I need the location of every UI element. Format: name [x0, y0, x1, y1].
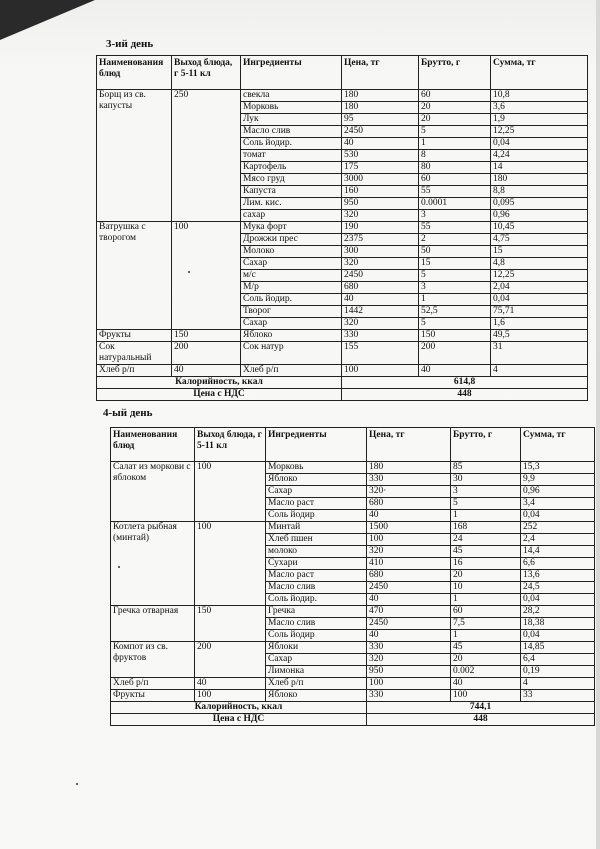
ingredient-cell: Сахар	[266, 654, 367, 666]
sum-cell: 12,25	[491, 270, 588, 282]
ingredient-cell: Мука форт	[241, 222, 342, 234]
brutto-cell: 5	[451, 498, 521, 510]
table-row	[97, 330, 588, 342]
sum-cell: 10,45	[491, 222, 588, 234]
sum-cell: 33	[521, 690, 595, 702]
column-header: Цена, тг	[367, 428, 451, 462]
header-row	[97, 56, 588, 90]
brutto-cell: 60	[419, 90, 491, 102]
calories-row-value: 744,1	[367, 702, 595, 714]
scan-speck	[118, 566, 120, 568]
brutto-cell: 60	[451, 606, 521, 618]
dish-name: Котлета рыбная (минтай)	[111, 522, 195, 606]
table-row	[111, 522, 595, 534]
price-row	[111, 714, 595, 726]
ingredient-cell: Сухари	[266, 558, 367, 570]
ingredient-cell: Яблоко	[266, 690, 367, 702]
column-header: Сумма, тг	[521, 428, 595, 462]
price-cell: 1500	[367, 522, 451, 534]
ingredient-cell: Хлеб р/п	[241, 365, 342, 377]
dish-yield: 100	[172, 222, 241, 330]
sum-cell: 9,9	[521, 474, 595, 486]
brutto-cell: 2	[419, 234, 491, 246]
sum-cell: 8,8	[491, 186, 588, 198]
brutto-cell: 50	[419, 246, 491, 258]
brutto-cell: 3	[419, 210, 491, 222]
ingredient-cell: Соль йодир.	[241, 138, 342, 150]
sum-cell: 4,75	[491, 234, 588, 246]
ingredient-cell: Яблоко	[266, 474, 367, 486]
brutto-cell: 8	[419, 150, 491, 162]
ingredient-cell: Соль йодир	[266, 630, 367, 642]
price-cell: 410	[367, 558, 451, 570]
price-cell: 2450	[367, 618, 451, 630]
brutto-cell: 5	[419, 270, 491, 282]
day3-menu-table	[96, 55, 588, 401]
price-row-value: 448	[367, 714, 595, 726]
table-row	[97, 342, 588, 365]
sum-cell: 4,8	[491, 258, 588, 270]
price-cell: 175	[342, 162, 419, 174]
price-cell: 40	[367, 510, 451, 522]
price-cell: 2450	[367, 582, 451, 594]
brutto-cell: 100	[451, 690, 521, 702]
dish-name: Хлеб р/п	[97, 365, 172, 377]
sum-cell: 0,96	[491, 210, 588, 222]
price-cell: 100	[342, 365, 419, 377]
dish-name: Гречка отварная	[111, 606, 195, 642]
price-cell: 680	[367, 498, 451, 510]
ingredient-cell: Молоко	[241, 246, 342, 258]
price-cell: 40	[367, 594, 451, 606]
ingredient-cell: Масло слив	[241, 126, 342, 138]
column-header: Сумма, тг	[491, 56, 588, 90]
brutto-cell: 7,5	[451, 618, 521, 630]
column-header: Брутто, г	[451, 428, 521, 462]
table-row	[111, 690, 595, 702]
brutto-cell: 200	[419, 342, 491, 365]
price-cell: 1442	[342, 306, 419, 318]
sum-cell: 3,4	[521, 498, 595, 510]
ingredient-cell: Яблоко	[241, 330, 342, 342]
table-row	[111, 462, 595, 474]
brutto-cell: 1	[451, 510, 521, 522]
table-row	[97, 90, 588, 102]
dish-name: Салат из моркови с яблоком	[111, 462, 195, 522]
brutto-cell: 30	[451, 474, 521, 486]
sum-cell: 24,5	[521, 582, 595, 594]
dish-yield: 100	[195, 522, 266, 606]
brutto-cell: 0.002	[451, 666, 521, 678]
price-row-label: Цена с НДС	[97, 389, 342, 401]
brutto-cell: 168	[451, 522, 521, 534]
dish-name: Борщ из св. капусты	[97, 90, 172, 222]
ingredient-cell: Хлеб р/п	[266, 678, 367, 690]
ingredient-cell: м/с	[241, 270, 342, 282]
sum-cell: 0,04	[491, 294, 588, 306]
price-cell: 680	[367, 570, 451, 582]
price-row-label: Цена с НДС	[111, 714, 367, 726]
brutto-cell: 20	[419, 114, 491, 126]
sum-cell: 4,24	[491, 150, 588, 162]
sum-cell: 15,3	[521, 462, 595, 474]
sum-cell: 0,04	[521, 510, 595, 522]
price-cell: 40	[342, 294, 419, 306]
price-cell: 330	[342, 330, 419, 342]
ingredient-cell: Сок натур	[241, 342, 342, 365]
price-cell: 100	[367, 678, 451, 690]
brutto-cell: 20	[451, 654, 521, 666]
calories-row-value: 614,8	[342, 377, 588, 389]
brutto-cell: 20	[451, 570, 521, 582]
sum-cell: 28,2	[521, 606, 595, 618]
sum-cell: 6,4	[521, 654, 595, 666]
calories-row	[97, 377, 588, 389]
scan-edge-shadow	[596, 0, 600, 849]
header-row	[111, 428, 595, 462]
ingredient-cell: Лимонка	[266, 666, 367, 678]
price-cell: 190	[342, 222, 419, 234]
sum-cell: 15	[491, 246, 588, 258]
price-cell: 330	[367, 474, 451, 486]
sum-cell: 18,38	[521, 618, 595, 630]
price-cell: 2375	[342, 234, 419, 246]
brutto-cell: 40	[451, 678, 521, 690]
price-cell: 155	[342, 342, 419, 365]
table-row	[97, 222, 588, 234]
dish-name: Фрукты	[111, 690, 195, 702]
ingredient-cell: Лим. кис.	[241, 198, 342, 210]
dish-yield: 250	[172, 90, 241, 222]
sum-cell: 31	[491, 342, 588, 365]
price-cell: 160	[342, 186, 419, 198]
brutto-cell: 16	[451, 558, 521, 570]
column-header: Брутто, г	[419, 56, 491, 90]
scan-corner-shadow	[0, 0, 95, 40]
dish-yield: 150	[195, 606, 266, 642]
sum-cell: 1,9	[491, 114, 588, 126]
price-cell: 320	[342, 258, 419, 270]
price-cell: 680	[342, 282, 419, 294]
column-header: Выход блюда, г 5-11 кл	[172, 56, 241, 90]
sum-cell: 2,04	[491, 282, 588, 294]
ingredient-cell: сахар	[241, 210, 342, 222]
sum-cell: 0,095	[491, 198, 588, 210]
sum-cell: 0,96	[521, 486, 595, 498]
column-header: Цена, тг	[342, 56, 419, 90]
price-cell: 3000	[342, 174, 419, 186]
ingredient-cell: Масло раст	[266, 498, 367, 510]
calories-row	[111, 702, 595, 714]
table-row	[111, 678, 595, 690]
column-header: Выход блюда, г 5-11 кл	[195, 428, 266, 462]
ingredient-cell: Морковь	[241, 102, 342, 114]
price-cell: 470	[367, 606, 451, 618]
sum-cell: 4	[521, 678, 595, 690]
sum-cell: 12,25	[491, 126, 588, 138]
brutto-cell: 60	[419, 174, 491, 186]
dish-yield: 200	[172, 342, 241, 365]
sum-cell: 0,19	[521, 666, 595, 678]
table-row	[97, 365, 588, 377]
brutto-cell: 5	[419, 126, 491, 138]
dish-name: Сок натуральный	[97, 342, 172, 365]
day3-title: 3-ий день	[106, 38, 154, 50]
column-header: Наименования блюд	[97, 56, 172, 90]
brutto-cell: 55	[419, 222, 491, 234]
scan-speck	[76, 783, 78, 785]
scan-speck	[188, 271, 190, 273]
ingredient-cell: Морковь	[266, 462, 367, 474]
brutto-cell: 55	[419, 186, 491, 198]
ingredient-cell: Соль йодир.	[266, 594, 367, 606]
brutto-cell: 45	[451, 642, 521, 654]
price-cell: 95	[342, 114, 419, 126]
sum-cell: 13,6	[521, 570, 595, 582]
brutto-cell: 1	[419, 138, 491, 150]
ingredient-cell: Дрожжи прес	[241, 234, 342, 246]
calories-row-label: Калорийность, ккал	[111, 702, 367, 714]
brutto-cell: 20	[419, 102, 491, 114]
price-cell: 40	[367, 630, 451, 642]
price-cell: 2450	[342, 126, 419, 138]
price-cell: 320	[367, 654, 451, 666]
sum-cell: 0,04	[521, 630, 595, 642]
ingredient-cell: Масло раст	[266, 570, 367, 582]
ingredient-cell: Лук	[241, 114, 342, 126]
brutto-cell: 24	[451, 534, 521, 546]
sum-cell: 2,4	[521, 534, 595, 546]
brutto-cell: 10	[451, 582, 521, 594]
table-row	[111, 642, 595, 654]
sum-cell: 75,71	[491, 306, 588, 318]
brutto-cell: 1	[419, 294, 491, 306]
brutto-cell: 80	[419, 162, 491, 174]
dish-yield: 200	[195, 642, 266, 678]
brutto-cell: 0.0001	[419, 198, 491, 210]
brutto-cell: 3	[419, 282, 491, 294]
ingredient-cell: Мясо груд	[241, 174, 342, 186]
ingredient-cell: Капуста	[241, 186, 342, 198]
brutto-cell: 1	[451, 594, 521, 606]
table-row	[111, 606, 595, 618]
ingredient-cell: Сахар	[241, 258, 342, 270]
price-cell: 320·	[367, 486, 451, 498]
price-cell: 530	[342, 150, 419, 162]
ingredient-cell: М/р	[241, 282, 342, 294]
sum-cell: 10,8	[491, 90, 588, 102]
price-row-value: 448	[342, 389, 588, 401]
price-row	[97, 389, 588, 401]
ingredient-cell: Хлеб пшен	[266, 534, 367, 546]
brutto-cell: 40	[419, 365, 491, 377]
brutto-cell: 45	[451, 546, 521, 558]
ingredient-cell: Сахар	[266, 486, 367, 498]
price-cell: 100	[367, 534, 451, 546]
price-cell: 950	[342, 198, 419, 210]
dish-name: Ватрушка с творогом	[97, 222, 172, 330]
column-header: Ингредиенты	[266, 428, 367, 462]
ingredient-cell: Соль йодир	[266, 510, 367, 522]
sum-cell: 14,85	[521, 642, 595, 654]
brutto-cell: 85	[451, 462, 521, 474]
day4-title: 4-ый день	[103, 407, 153, 419]
ingredient-cell: Гречка	[266, 606, 367, 618]
price-cell: 300	[342, 246, 419, 258]
dish-name: Хлеб р/п	[111, 678, 195, 690]
price-cell: 180	[342, 102, 419, 114]
ingredient-cell: Картофель	[241, 162, 342, 174]
sum-cell: 4	[491, 365, 588, 377]
ingredient-cell: Масло слив	[266, 582, 367, 594]
price-cell: 320	[367, 546, 451, 558]
ingredient-cell: Сахар	[241, 318, 342, 330]
sum-cell: 49,5	[491, 330, 588, 342]
ingredient-cell: томат	[241, 150, 342, 162]
brutto-cell: 5	[419, 318, 491, 330]
ingredient-cell: Минтай	[266, 522, 367, 534]
sum-cell: 1,6	[491, 318, 588, 330]
sum-cell: 0,04	[491, 138, 588, 150]
column-header: Ингредиенты	[241, 56, 342, 90]
price-cell: 180	[342, 90, 419, 102]
price-cell: 330	[367, 642, 451, 654]
price-cell: 180	[367, 462, 451, 474]
price-cell: 950	[367, 666, 451, 678]
sum-cell: 3,6	[491, 102, 588, 114]
brutto-cell: 150	[419, 330, 491, 342]
dish-yield: 100	[195, 462, 266, 522]
dish-name: Компот из св. фруктов	[111, 642, 195, 678]
dish-yield: 100	[195, 690, 266, 702]
price-cell: 330	[367, 690, 451, 702]
ingredient-cell: молоко	[266, 546, 367, 558]
ingredient-cell: Яблоки	[266, 642, 367, 654]
brutto-cell: 52,5	[419, 306, 491, 318]
column-header: Наименования блюд	[111, 428, 195, 462]
sum-cell: 6,6	[521, 558, 595, 570]
sum-cell: 14	[491, 162, 588, 174]
price-cell: 320	[342, 210, 419, 222]
dish-yield: 40	[195, 678, 266, 690]
ingredient-cell: Масло слив	[266, 618, 367, 630]
dish-yield: 150	[172, 330, 241, 342]
brutto-cell: 3	[451, 486, 521, 498]
price-cell: 40	[342, 138, 419, 150]
price-cell: 320	[342, 318, 419, 330]
day4-menu-table	[110, 427, 595, 726]
sum-cell: 14,4	[521, 546, 595, 558]
brutto-cell: 1	[451, 630, 521, 642]
brutto-cell: 15	[419, 258, 491, 270]
ingredient-cell: Творог	[241, 306, 342, 318]
price-cell: 2450	[342, 270, 419, 282]
ingredient-cell: свекла	[241, 90, 342, 102]
sum-cell: 180	[491, 174, 588, 186]
ingredient-cell: Соль йодир.	[241, 294, 342, 306]
dish-yield: 40	[172, 365, 241, 377]
sum-cell: 252	[521, 522, 595, 534]
calories-row-label: Калорийность, ккал	[97, 377, 342, 389]
dish-name: Фрукты	[97, 330, 172, 342]
sum-cell: 0,04	[521, 594, 595, 606]
